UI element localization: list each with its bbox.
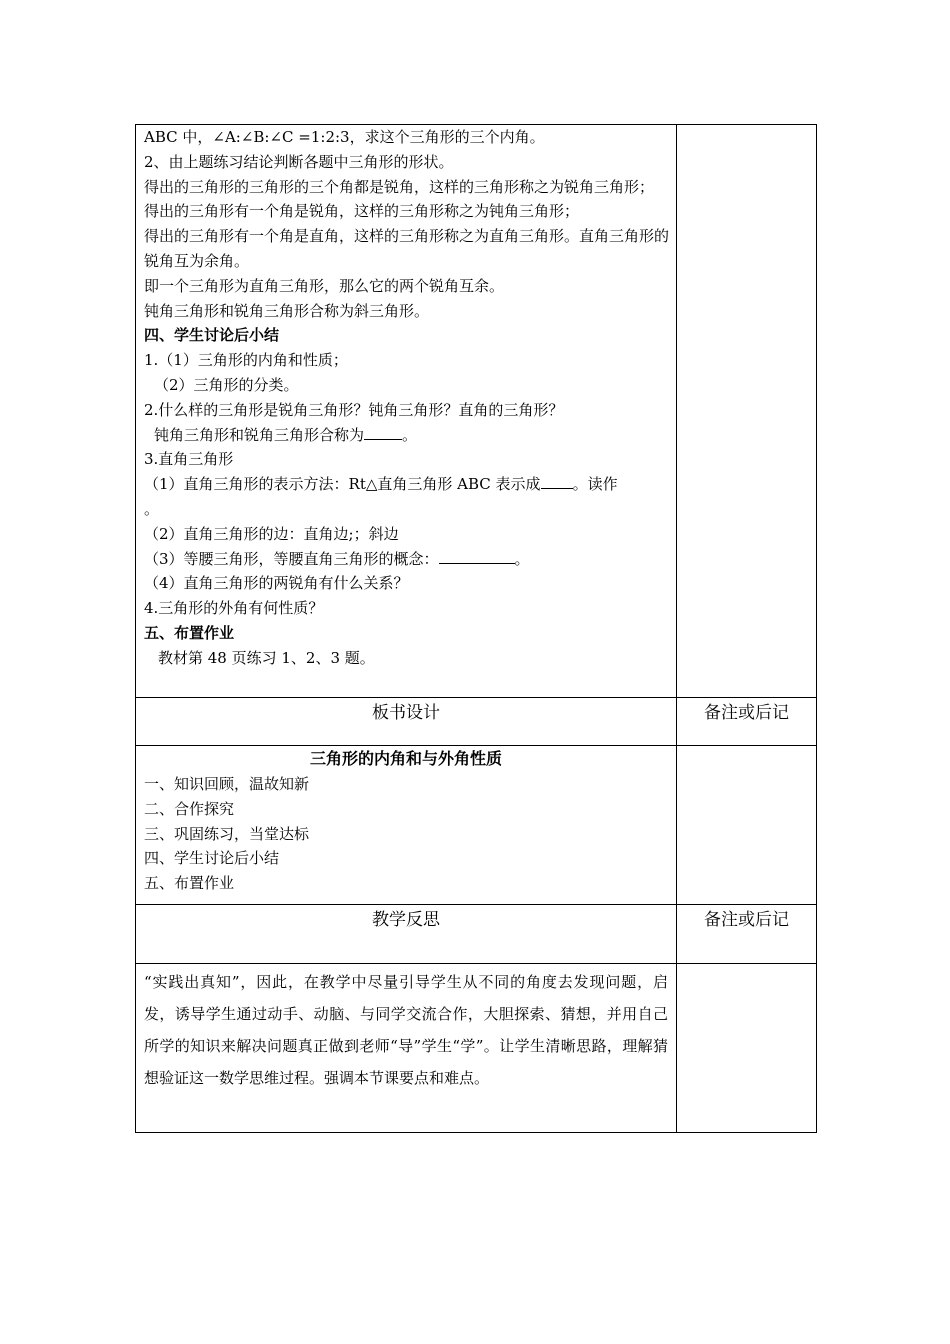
board-content-row (136, 746, 817, 905)
reflection-content-cell (136, 964, 677, 1133)
content-cell (136, 125, 677, 698)
text-line: 即一个三角形为直角三角形，那么它的两个锐角互余。 (144, 276, 505, 295)
notes-heading: 备注或后记 (704, 910, 789, 930)
text-line: （2）三角形的分类。 (154, 375, 299, 394)
section-heading: 五、布置作业 (144, 623, 235, 642)
reflection-heading: 教学反思 (372, 910, 440, 930)
reflection-notes-cell (677, 964, 817, 1133)
lesson-plan-sheet (135, 124, 816, 1133)
section-heading: 四、学生讨论后小结 (144, 326, 280, 345)
board-item: 三、巩固练习，当堂达标 (144, 824, 310, 843)
text-line: 。 (144, 499, 160, 518)
lesson-table (135, 124, 817, 1133)
reflection-header-cell (136, 905, 677, 964)
content-row (136, 125, 817, 698)
reflection-header-row (136, 905, 817, 964)
text-segment: 钝角三角形和锐角三角形合称为 (154, 425, 365, 444)
text-line (136, 472, 676, 497)
board-notes-cell (677, 746, 817, 905)
notes-heading: 备注或后记 (704, 703, 789, 723)
board-header-row (136, 698, 817, 746)
board-title: 三角形的内角和与外角性质 (309, 749, 502, 768)
text-line: 2、由上题练习结论判断各题中三角形的形状。 (144, 152, 454, 171)
board-item: 五、布置作业 (144, 874, 235, 893)
board-item: 一、知识回顾，温故知新 (144, 775, 310, 793)
text-segment: （1）直角三角形的表示方法：Rt△直角三角形 ABC 表示成 (144, 475, 541, 494)
fill-blank (364, 423, 402, 440)
reflection-content-row (136, 964, 817, 1133)
text-line: （4）直角三角形的两锐角有什么关系？ (144, 574, 409, 593)
text-segment: 。 (402, 425, 418, 444)
board-content-cell (136, 746, 677, 905)
text-line: 3.直角三角形 (144, 450, 234, 469)
text-line: ABC 中，∠A:∠B:∠C =1:2:3，求这个三角形的三个内角。 (144, 128, 545, 146)
board-item: 二、合作探究 (144, 799, 235, 818)
board-header-cell (136, 698, 677, 746)
board-design-heading: 板书设计 (372, 703, 440, 723)
text-line: 4.三角形的外角有何性质？ (144, 599, 324, 618)
text-line: 得出的三角形有一个角是锐角，这样的三角形称之为钝角三角形； (144, 202, 580, 221)
text-segment: 。 (514, 549, 530, 568)
text-line: （2）直角三角形的边：直角边;；斜边 (144, 524, 399, 543)
text-line (136, 547, 676, 572)
text-line: 2.什么样的三角形是锐角三角形？钝角三角形？直角的三角形？ (144, 400, 564, 419)
text-line: 得出的三角形有一个角是直角，这样的三角形称之为直角三角形。直角三角形的锐角互为余角。 (144, 227, 670, 270)
board-notes-header-cell (677, 698, 817, 746)
text-line: 教材第 48 页练习 1、2、3 题。 (158, 648, 375, 667)
notes-cell (677, 125, 817, 698)
board-item: 四、学生讨论后小结 (144, 849, 280, 868)
fill-blank (439, 547, 515, 564)
reflection-notes-header-cell (677, 905, 817, 964)
text-line: 1.（1）三角形的内角和性质； (144, 351, 348, 370)
text-line: 钝角三角形和锐角三角形合称为斜三角形。 (144, 301, 430, 320)
text-line: 得出的三角形的三角形的三个角都是锐角，这样的三角形称之为锐角三角形； (144, 177, 655, 196)
text-line (136, 423, 676, 448)
text-segment: （3）等腰三角形，等腰直角三角形的概念： (144, 549, 439, 568)
fill-blank (541, 472, 573, 489)
text-segment: 。读作 (572, 475, 618, 494)
reflection-text: “实践出真知”，因此，在教学中尽量引导学生从不同的角度去发现问题，启发，诱导学生通过动手、动脑、与同学交流合作，大胆探索、猜想，并用自己所学的知识来解决问题真正做到老师“导”学生“学”。让学生清晰思路，理解猜想验证这一数学思维过程。强调本节课要点和难点。 (144, 973, 668, 1087)
